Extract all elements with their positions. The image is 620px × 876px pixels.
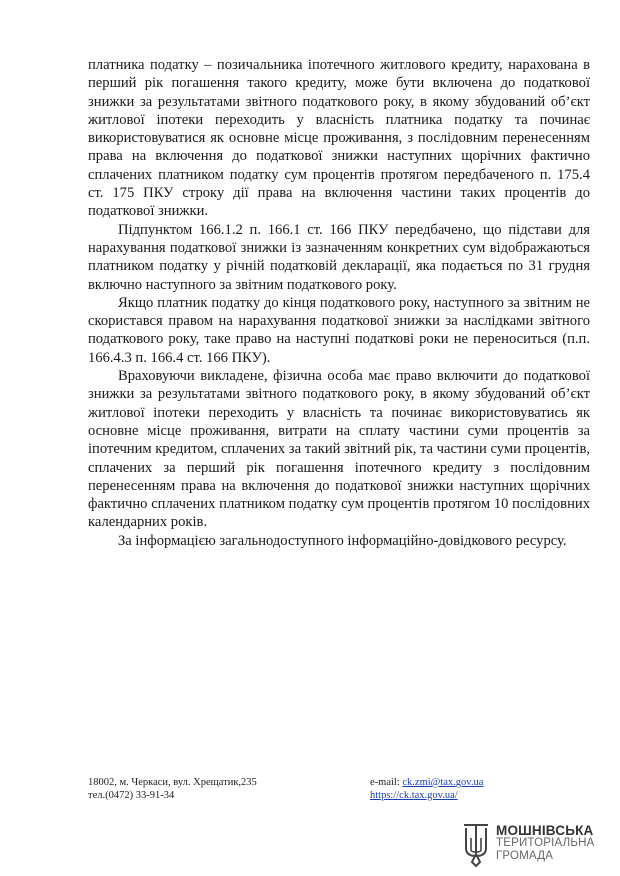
- logo-line-2: ТЕРИТОРІАЛЬНА: [496, 837, 595, 849]
- paragraph-tax-declaration: Підпунктом 166.1.2 п. 166.1 ст. 166 ПКУ передбачено, що підстави для нарахування податкової знижки із зазначенням конкретних сум відображаються платником податку у річній податковій декларації, яка подається по 31 грудня включно наступного за звітним податкового року.: [88, 221, 590, 293]
- paragraph-continued: платника податку – позичальника іпотечного житлового кредиту, нарахована в перший рік погашення такого кредиту, може бути включена до податкової знижки за результатами звітного податкового року, в якому збудований об’єкт житлової іпотеки переходить у власність платника податку та починає використовуватися як основне місце проживання, з послідовним перенесенням права на включення до податкової знижки наступних щорічних фактично сплачених платником податку сум процентів протягом передбаченого п. 175.4 ст. 175 ПКУ строку дії права на включення частини таких процентів до податкової знижки.: [88, 57, 590, 220]
- document-body: [88, 56, 590, 550]
- footer-email-line: [370, 776, 510, 789]
- community-logo: [462, 824, 612, 872]
- trident-icon: [462, 824, 490, 868]
- footer-contacts: [88, 776, 358, 802]
- email-label: e-mail:: [370, 777, 403, 788]
- footer-phone: тел.(0472) 33-91-34: [88, 790, 175, 801]
- logo-line-1: МОШНІВСЬКА: [496, 823, 594, 838]
- paragraph-conclusion: Враховуючи викладене, фізична особа має право включити до податкової знижки за результатами звітного податкового року, в якому збудований об’єкт житлової іпотеки переходить у власність та починає використовуватись як основне місце проживання, витрати на сплату частини суми процентів за іпотечним кредитом, сплачених за такий звітний рік, та частини суми процентів, сплачених за перший рік погашення іпотечного кредиту з послідовним перенесенням права на включення до податкової знижки наступних щорічних фактично сплачених платником податку сум процентів протягом 10 послідовних календарних років.: [88, 368, 590, 531]
- logo-line-3: ГРОМАДА: [496, 850, 554, 862]
- website-link[interactable]: https://ck.tax.gov.ua/: [370, 790, 458, 801]
- paragraph-right-not-carried: Якщо платник податку до кінця податкового року, наступного за звітним не скористався правом на нарахування податкової знижки за наслідками звітного податкового року, таке право на наступні податкові роки не переноситься (п.п. 166.4.3 п. 166.4 ст. 166 ПКУ).: [88, 294, 590, 366]
- footer-address: 18002, м. Черкаси, вул. Хрещатик,235: [88, 777, 257, 788]
- paragraph-source-note: За інформацією загальнодоступного інформаційно-довідкового ресурсу.: [118, 532, 567, 549]
- email-link[interactable]: ck.zmi@tax.gov.ua: [402, 777, 484, 788]
- logo-text: [496, 824, 595, 863]
- footer-online: [370, 776, 510, 802]
